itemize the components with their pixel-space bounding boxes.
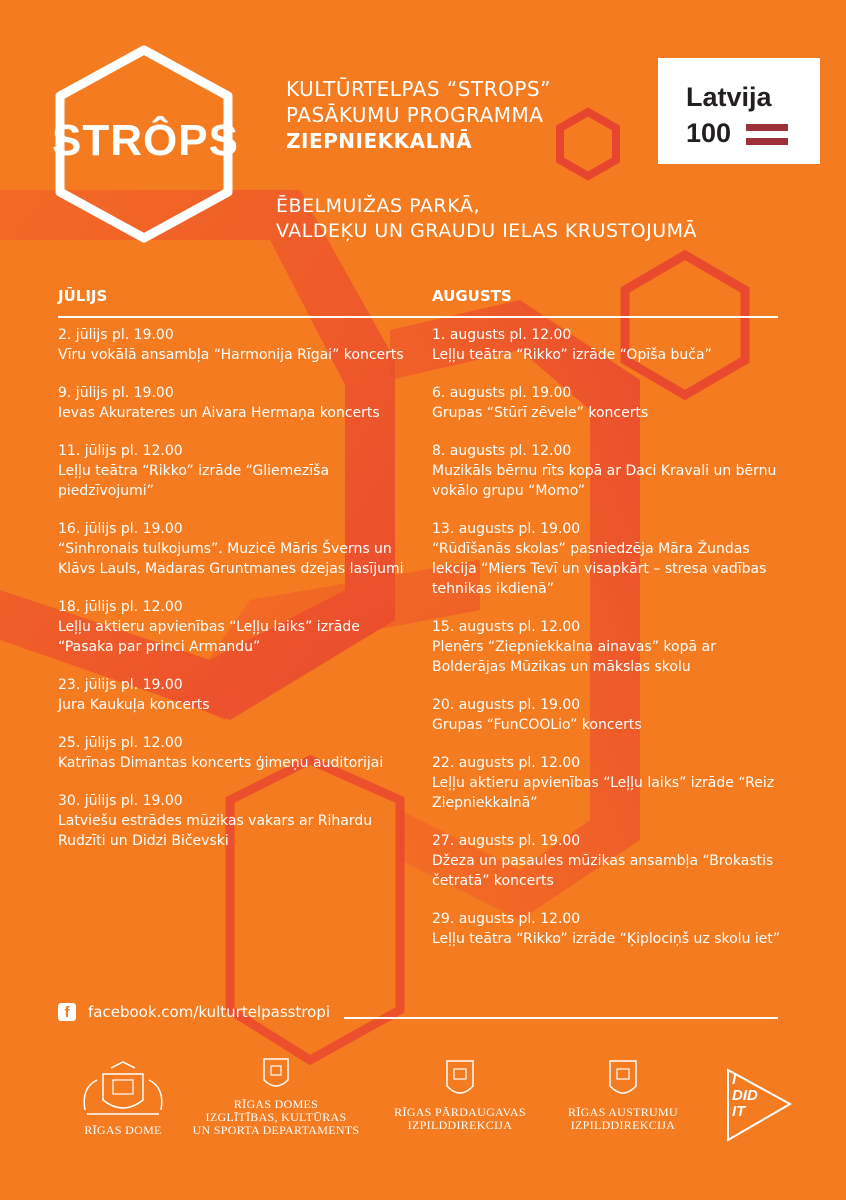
divider (58, 316, 778, 318)
event-description: Vīru vokālā ansambļa “Harmonija Rīgai” koncerts (58, 347, 404, 363)
header-line-1: KULTŪRTELPAS “STROPS” (286, 77, 551, 101)
august-heading: AUGUSTS (432, 287, 512, 305)
list-item (58, 791, 408, 851)
event-description: Plenērs “Ziepniekkalna ainavas” kopā ar Bolderājas Mūzikas un mākslas skolu (432, 639, 716, 675)
event-description: Leļļu aktieru apvienības “Leļļu laiks” izrāde “Reiz Ziepniekkalnā” (432, 775, 775, 811)
location-line-2: VALDEĶU UN GRAUDU IELAS KRUSTOJUMĀ (276, 220, 698, 242)
list-item (58, 519, 408, 579)
event-date: 29. augusts pl. 12.00 (432, 911, 581, 927)
sponsor-education-department (192, 1056, 360, 1137)
list-item (432, 909, 782, 949)
footer-divider (344, 1017, 778, 1019)
august-event-list (432, 325, 782, 967)
list-item (58, 441, 408, 501)
location-line-1: ĒBELMUIŽAS PARKĀ, (276, 195, 481, 217)
i-did-it-line: I (732, 1071, 737, 1088)
event-description: Džeza un pasaules mūzikas ansambļa “Brokastis četratā” koncerts (432, 853, 774, 889)
location (276, 194, 756, 244)
event-date: 22. augusts pl. 12.00 (432, 755, 581, 771)
event-description: Jura Kaukuļa koncerts (58, 697, 210, 713)
event-date: 8. augusts pl. 12.00 (432, 443, 572, 459)
list-item (432, 617, 782, 677)
list-item (432, 383, 782, 423)
list-item (58, 383, 408, 423)
event-description: Muzikāls bērnu rīts kopā ar Daci Kravali un bērnu vokālo grupu “Momo” (432, 463, 777, 499)
event-date: 18. jūlijs pl. 12.00 (58, 599, 183, 615)
sponsor-label: IZGLĪTĪBAS, KULTŪRAS (205, 1110, 347, 1124)
event-description: Katrīnas Dimantas koncerts ģimeņu auditorijai (58, 755, 384, 771)
logo-text: STRÔPS (52, 116, 239, 165)
i-did-it-line: DID (732, 1087, 758, 1104)
event-date: 6. augusts pl. 19.00 (432, 385, 572, 401)
i-did-it-text (732, 1072, 758, 1120)
riga-shield-icon (261, 1056, 291, 1094)
riga-shield-icon (444, 1058, 476, 1102)
latvija-number: 100 (686, 118, 732, 148)
list-item (58, 597, 408, 657)
sponsor-label: RĪGAS AUSTRUMU (568, 1105, 678, 1119)
event-date: 9. jūlijs pl. 19.00 (58, 385, 174, 401)
list-item (58, 733, 408, 773)
event-date: 30. jūlijs pl. 19.00 (58, 793, 183, 809)
event-description: Latviešu estrādes mūzikas vakars ar Rihardu Rudzīti un Didzi Bičevski (58, 813, 373, 849)
event-date: 11. jūlijs pl. 12.00 (58, 443, 183, 459)
latvija-word: Latvija (686, 82, 772, 112)
list-item (58, 325, 408, 365)
header-title (286, 76, 646, 154)
header-line-3: ZIEPNIEKKALNĀ (286, 129, 473, 153)
facebook-icon: f (58, 1003, 76, 1021)
sponsor-austrumu (548, 1058, 698, 1132)
event-date: 13. augusts pl. 19.00 (432, 521, 581, 537)
event-description: Ievas Akurateres un Aivara Hermaņa koncerts (58, 405, 380, 421)
july-heading: JŪLIJS (58, 287, 108, 305)
latvija-100-badge (658, 58, 820, 164)
list-item (58, 675, 408, 715)
sponsor-riga-dome (58, 1060, 188, 1137)
sponsor-label: IZPILDDIREKCIJA (407, 1118, 513, 1132)
facebook-url[interactable]: facebook.com/kulturtelpasstropi (88, 1003, 331, 1021)
event-date: 2. jūlijs pl. 19.00 (58, 327, 174, 343)
header-line-2: PASĀKUMU PROGRAMMA (286, 103, 544, 127)
event-description: Leļļu aktieru apvienības “Leļļu laiks” izrāde “Pasaka par princi Armandu” (58, 619, 360, 655)
latvian-flag-icon (746, 124, 788, 145)
event-description: Leļļu teātra “Rikko” izrāde “Ķiplociņš uz skolu iet” (432, 931, 781, 947)
event-description: Leļļu teātra “Rikko” izrāde “Gliemezīša piedzīvojumi” (58, 463, 330, 499)
sponsor-label: IZPILDDIREKCIJA (570, 1118, 676, 1132)
sponsor-pardaugava (380, 1058, 540, 1132)
event-date: 27. augusts pl. 19.00 (432, 833, 581, 849)
list-item (432, 441, 782, 501)
i-did-it-logo (724, 1068, 794, 1142)
event-description: Grupas “FunCOOLio” koncerts (432, 717, 642, 733)
event-date: 15. augusts pl. 12.00 (432, 619, 581, 635)
list-item (432, 753, 782, 813)
list-item (432, 325, 782, 365)
list-item (432, 519, 782, 599)
event-date: 1. augusts pl. 12.00 (432, 327, 572, 343)
event-date: 23. jūlijs pl. 19.00 (58, 677, 183, 693)
event-description: Leļļu teātra “Rikko” izrāde “Opīša buča” (432, 347, 712, 363)
event-date: 16. jūlijs pl. 19.00 (58, 521, 183, 537)
riga-coat-of-arms-icon (75, 1060, 171, 1120)
i-did-it-line: IT (732, 1103, 746, 1120)
sponsor-label: UN SPORTA DEPARTAMENTS (192, 1123, 360, 1137)
list-item (432, 695, 782, 735)
event-description: “Rūdīšanās skolas” pasniedzēja Māra Žundas lekcija “Miers Tevī un visapkārt – stresa vadības tehnikas ikdienā” (432, 541, 767, 597)
sponsor-label: RĪGAS DOMES (233, 1097, 319, 1111)
event-description: “Sinhronais tulkojums”. Muzicē Māris Šverns un Klāvs Lauls, Madaras Gruntmanes dzejas lasījumi (58, 541, 404, 577)
event-date: 20. augusts pl. 19.00 (432, 697, 581, 713)
july-event-list (58, 325, 408, 869)
riga-shield-icon (607, 1058, 639, 1102)
sponsor-label: RĪGAS PĀRDAUGAVAS (394, 1105, 526, 1119)
sponsor-label: RĪGAS DOME (84, 1123, 162, 1137)
strops-logo (52, 44, 239, 244)
list-item (432, 831, 782, 891)
event-description: Grupas “Stūrī zēvele” koncerts (432, 405, 649, 421)
facebook-link[interactable] (58, 1003, 330, 1021)
event-date: 25. jūlijs pl. 12.00 (58, 735, 183, 751)
